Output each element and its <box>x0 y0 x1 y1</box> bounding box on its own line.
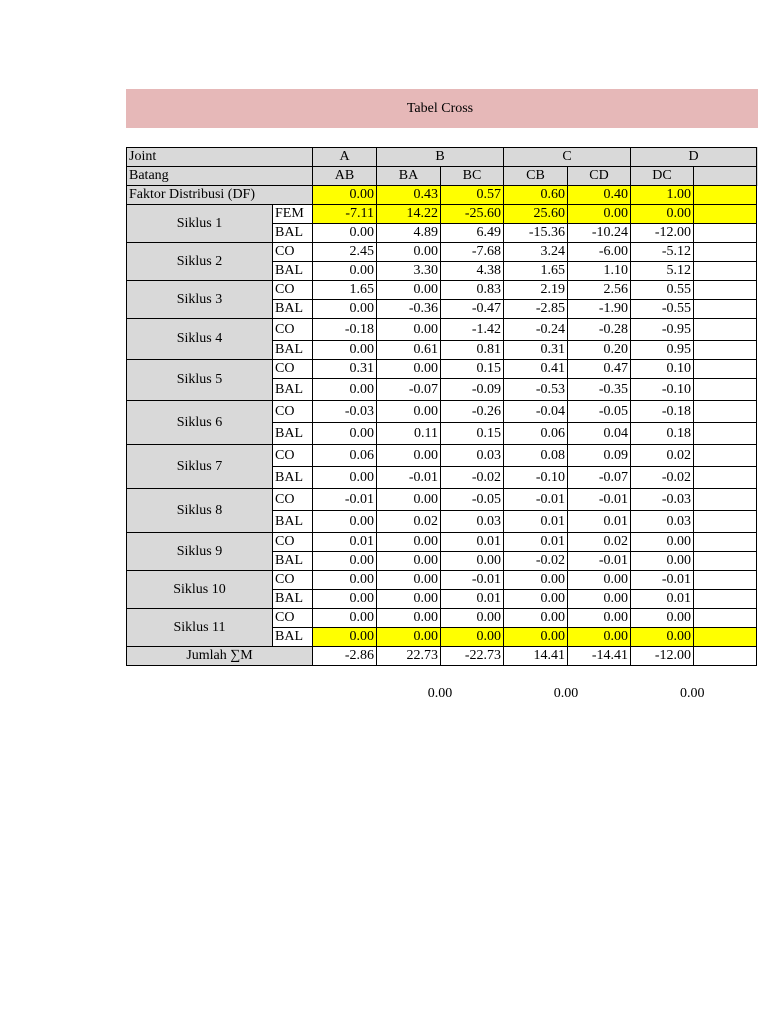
joint-b-sum: 0.00 <box>427 686 453 701</box>
value-cell: 0.01 <box>441 590 504 609</box>
value-cell: 0.81 <box>441 341 504 360</box>
table-row <box>127 401 757 423</box>
df-row <box>127 186 757 205</box>
member-cd: CD <box>568 167 631 186</box>
value-cell: 2.56 <box>568 281 631 300</box>
value-cell: -7.11 <box>313 205 377 224</box>
member-extra <box>694 167 757 186</box>
value-cell: 1.65 <box>313 281 377 300</box>
df-extra <box>694 186 757 205</box>
value-cell-extra <box>694 243 757 262</box>
value-cell: 6.49 <box>441 224 504 243</box>
value-cell: -0.01 <box>504 489 568 511</box>
value-cell: 0.00 <box>441 552 504 571</box>
table-row <box>127 243 757 262</box>
value-cell: -0.10 <box>504 467 568 489</box>
value-cell: -0.01 <box>568 552 631 571</box>
value-cell: 0.02 <box>631 445 694 467</box>
value-cell: 0.06 <box>504 423 568 445</box>
value-cell-extra <box>694 281 757 300</box>
value-cell-extra <box>694 401 757 423</box>
table-row <box>127 205 757 224</box>
value-cell: 0.11 <box>377 423 441 445</box>
batang-label: Batang <box>127 167 313 186</box>
value-cell: -0.28 <box>568 319 631 341</box>
value-cell: 0.20 <box>568 341 631 360</box>
df-dc: 1.00 <box>631 186 694 205</box>
table-row <box>127 360 757 379</box>
value-cell: 0.47 <box>568 360 631 379</box>
value-cell: 0.00 <box>377 628 441 647</box>
value-cell: 0.00 <box>377 489 441 511</box>
value-cell: 0.00 <box>504 628 568 647</box>
value-cell: 2.19 <box>504 281 568 300</box>
row-type: BAL <box>273 224 313 243</box>
sum-value: 22.73 <box>377 647 441 666</box>
cycle-label: Siklus 8 <box>127 489 273 533</box>
cycle-label: Siklus 3 <box>127 281 273 319</box>
sum-value: -12.00 <box>631 647 694 666</box>
value-cell-extra <box>694 533 757 552</box>
member-dc: DC <box>631 167 694 186</box>
table-row <box>127 281 757 300</box>
cycle-label: Siklus 10 <box>127 571 273 609</box>
value-cell: 0.00 <box>377 609 441 628</box>
value-cell: -0.01 <box>568 489 631 511</box>
value-cell: -0.35 <box>568 379 631 401</box>
row-type: CO <box>273 281 313 300</box>
value-cell: 0.09 <box>568 445 631 467</box>
cross-table-body <box>127 148 757 666</box>
value-cell: -0.03 <box>631 489 694 511</box>
value-cell: -25.60 <box>441 205 504 224</box>
value-cell: -15.36 <box>504 224 568 243</box>
joint-row <box>127 148 757 167</box>
value-cell-extra <box>694 205 757 224</box>
value-cell: 0.00 <box>377 243 441 262</box>
value-cell: -0.05 <box>441 489 504 511</box>
value-cell-extra <box>694 360 757 379</box>
value-cell: -0.01 <box>631 571 694 590</box>
value-cell: 0.00 <box>631 609 694 628</box>
value-cell: -2.85 <box>504 300 568 319</box>
value-cell: 0.02 <box>377 511 441 533</box>
value-cell: 0.00 <box>568 590 631 609</box>
value-cell-extra <box>694 224 757 243</box>
row-type: BAL <box>273 262 313 281</box>
value-cell: 2.45 <box>313 243 377 262</box>
row-type: BAL <box>273 341 313 360</box>
value-cell: -0.01 <box>441 571 504 590</box>
value-cell: 25.60 <box>504 205 568 224</box>
cycle-label: Siklus 5 <box>127 360 273 401</box>
value-cell: 0.31 <box>313 360 377 379</box>
value-cell: 0.00 <box>504 609 568 628</box>
value-cell: 1.65 <box>504 262 568 281</box>
value-cell-extra <box>694 467 757 489</box>
sum-value-extra <box>694 647 757 666</box>
value-cell: 0.00 <box>313 379 377 401</box>
row-type: CO <box>273 401 313 423</box>
value-cell: 4.38 <box>441 262 504 281</box>
joint-c: C <box>504 148 631 167</box>
cycle-label: Siklus 7 <box>127 445 273 489</box>
value-cell: -0.03 <box>313 401 377 423</box>
value-cell: 0.04 <box>568 423 631 445</box>
value-cell: -0.36 <box>377 300 441 319</box>
table-row <box>127 571 757 590</box>
value-cell: -10.24 <box>568 224 631 243</box>
value-cell: -0.24 <box>504 319 568 341</box>
value-cell: -0.95 <box>631 319 694 341</box>
value-cell: 0.00 <box>313 552 377 571</box>
member-cb: CB <box>504 167 568 186</box>
cycle-label: Siklus 4 <box>127 319 273 360</box>
table-row <box>127 609 757 628</box>
joint-label: Joint <box>127 148 313 167</box>
value-cell: 0.00 <box>377 360 441 379</box>
value-cell: 0.02 <box>568 533 631 552</box>
df-bc: 0.57 <box>441 186 504 205</box>
value-cell: -0.05 <box>568 401 631 423</box>
value-cell: -0.26 <box>441 401 504 423</box>
value-cell-extra <box>694 445 757 467</box>
value-cell: -0.53 <box>504 379 568 401</box>
value-cell: -0.07 <box>377 379 441 401</box>
table-title: Tabel Cross <box>406 100 474 116</box>
value-cell: 0.18 <box>631 423 694 445</box>
value-cell: 0.41 <box>504 360 568 379</box>
cross-table <box>126 147 757 666</box>
value-cell: 0.00 <box>313 590 377 609</box>
joint-c-sum: 0.00 <box>553 686 579 701</box>
value-cell: 0.01 <box>504 511 568 533</box>
value-cell: 0.00 <box>313 609 377 628</box>
value-cell: 0.00 <box>377 281 441 300</box>
value-cell: 0.00 <box>441 628 504 647</box>
value-cell-extra <box>694 571 757 590</box>
row-type: BAL <box>273 423 313 445</box>
value-cell: 0.03 <box>441 511 504 533</box>
value-cell: -0.01 <box>313 489 377 511</box>
value-cell: 0.01 <box>313 533 377 552</box>
df-cd: 0.40 <box>568 186 631 205</box>
value-cell: 0.55 <box>631 281 694 300</box>
value-cell: 0.06 <box>313 445 377 467</box>
value-cell: -0.02 <box>631 467 694 489</box>
value-cell: 0.00 <box>313 467 377 489</box>
value-cell: 3.24 <box>504 243 568 262</box>
table-title-bar <box>126 89 758 128</box>
value-cell-extra <box>694 489 757 511</box>
value-cell: -0.18 <box>631 401 694 423</box>
value-cell: 0.00 <box>313 300 377 319</box>
member-bc: BC <box>441 167 504 186</box>
value-cell: 0.00 <box>377 445 441 467</box>
value-cell: 0.00 <box>568 205 631 224</box>
row-type: CO <box>273 445 313 467</box>
value-cell: 0.00 <box>313 262 377 281</box>
value-cell: -0.02 <box>441 467 504 489</box>
table-row <box>127 489 757 511</box>
value-cell: 0.00 <box>377 571 441 590</box>
value-cell-extra <box>694 609 757 628</box>
sum-row <box>127 647 757 666</box>
value-cell: 5.12 <box>631 262 694 281</box>
value-cell: -0.47 <box>441 300 504 319</box>
value-cell: 0.00 <box>313 628 377 647</box>
cross-table-viewport <box>126 147 705 747</box>
row-type: BAL <box>273 552 313 571</box>
row-type: BAL <box>273 467 313 489</box>
value-cell: 0.10 <box>631 360 694 379</box>
df-ba: 0.43 <box>377 186 441 205</box>
value-cell-extra <box>694 262 757 281</box>
table-row <box>127 445 757 467</box>
joint-b: B <box>377 148 504 167</box>
value-cell-extra <box>694 628 757 647</box>
df-cb: 0.60 <box>504 186 568 205</box>
value-cell: 0.03 <box>631 511 694 533</box>
member-ab: AB <box>313 167 377 186</box>
value-cell: 14.22 <box>377 205 441 224</box>
value-cell-extra <box>694 300 757 319</box>
value-cell: -0.01 <box>377 467 441 489</box>
value-cell-extra <box>694 319 757 341</box>
value-cell: 0.00 <box>568 609 631 628</box>
value-cell: 0.00 <box>504 571 568 590</box>
member-ba: BA <box>377 167 441 186</box>
value-cell: 0.00 <box>313 511 377 533</box>
value-cell: 0.00 <box>377 401 441 423</box>
row-type: CO <box>273 243 313 262</box>
value-cell: 0.00 <box>441 609 504 628</box>
sum-value: 14.41 <box>504 647 568 666</box>
value-cell-extra <box>694 423 757 445</box>
value-cell: 3.30 <box>377 262 441 281</box>
value-cell: 0.00 <box>313 341 377 360</box>
sum-label: Jumlah ∑M <box>127 647 313 666</box>
value-cell: 0.00 <box>313 423 377 445</box>
value-cell: 0.00 <box>377 533 441 552</box>
row-type: CO <box>273 533 313 552</box>
value-cell: -6.00 <box>568 243 631 262</box>
value-cell: -1.42 <box>441 319 504 341</box>
batang-row <box>127 167 757 186</box>
value-cell-extra <box>694 511 757 533</box>
joint-d: D <box>631 148 757 167</box>
value-cell: 0.00 <box>377 319 441 341</box>
value-cell: 0.00 <box>568 628 631 647</box>
df-label: Faktor Distribusi (DF) <box>127 186 313 205</box>
sum-value: -14.41 <box>568 647 631 666</box>
value-cell: 0.00 <box>313 571 377 590</box>
row-type: BAL <box>273 590 313 609</box>
value-cell-extra <box>694 590 757 609</box>
row-type: BAL <box>273 511 313 533</box>
df-ab: 0.00 <box>313 186 377 205</box>
value-cell: -0.10 <box>631 379 694 401</box>
row-type: BAL <box>273 379 313 401</box>
value-cell: 4.89 <box>377 224 441 243</box>
row-type: CO <box>273 571 313 590</box>
value-cell: 0.15 <box>441 360 504 379</box>
row-type: CO <box>273 319 313 341</box>
value-cell: -5.12 <box>631 243 694 262</box>
row-type: CO <box>273 609 313 628</box>
value-cell: -0.07 <box>568 467 631 489</box>
value-cell-extra <box>694 552 757 571</box>
value-cell: -0.04 <box>504 401 568 423</box>
value-cell: 0.08 <box>504 445 568 467</box>
value-cell: 0.00 <box>631 628 694 647</box>
value-cell: 0.00 <box>313 224 377 243</box>
value-cell: 0.00 <box>631 533 694 552</box>
value-cell: 1.10 <box>568 262 631 281</box>
value-cell: 0.01 <box>631 590 694 609</box>
value-cell: 0.00 <box>504 590 568 609</box>
value-cell: -1.90 <box>568 300 631 319</box>
value-cell: 0.01 <box>504 533 568 552</box>
table-row <box>127 319 757 341</box>
value-cell: -12.00 <box>631 224 694 243</box>
value-cell: 0.95 <box>631 341 694 360</box>
row-type: FEM <box>273 205 313 224</box>
cycle-label: Siklus 2 <box>127 243 273 281</box>
sum-value: -22.73 <box>441 647 504 666</box>
value-cell: 0.31 <box>504 341 568 360</box>
value-cell: 0.00 <box>568 571 631 590</box>
value-cell: 0.00 <box>631 552 694 571</box>
cycle-label: Siklus 11 <box>127 609 273 647</box>
cycle-label: Siklus 9 <box>127 533 273 571</box>
table-row <box>127 533 757 552</box>
row-type: BAL <box>273 628 313 647</box>
row-type: BAL <box>273 300 313 319</box>
value-cell: 0.83 <box>441 281 504 300</box>
value-cell-extra <box>694 379 757 401</box>
value-cell: -0.09 <box>441 379 504 401</box>
cycle-label: Siklus 6 <box>127 401 273 445</box>
value-cell: 0.03 <box>441 445 504 467</box>
joint-d-sum: 0.00 <box>680 686 705 701</box>
value-cell: -7.68 <box>441 243 504 262</box>
row-type: CO <box>273 489 313 511</box>
value-cell: -0.02 <box>504 552 568 571</box>
value-cell: 0.15 <box>441 423 504 445</box>
row-type: CO <box>273 360 313 379</box>
value-cell: 0.01 <box>568 511 631 533</box>
value-cell: 0.00 <box>377 552 441 571</box>
value-cell: 0.01 <box>441 533 504 552</box>
value-cell-extra <box>694 341 757 360</box>
value-cell: 0.00 <box>631 205 694 224</box>
cycle-label: Siklus 1 <box>127 205 273 243</box>
joint-a: A <box>313 148 377 167</box>
value-cell: -0.55 <box>631 300 694 319</box>
value-cell: 0.61 <box>377 341 441 360</box>
value-cell: -0.18 <box>313 319 377 341</box>
value-cell: 0.00 <box>377 590 441 609</box>
sum-value: -2.86 <box>313 647 377 666</box>
